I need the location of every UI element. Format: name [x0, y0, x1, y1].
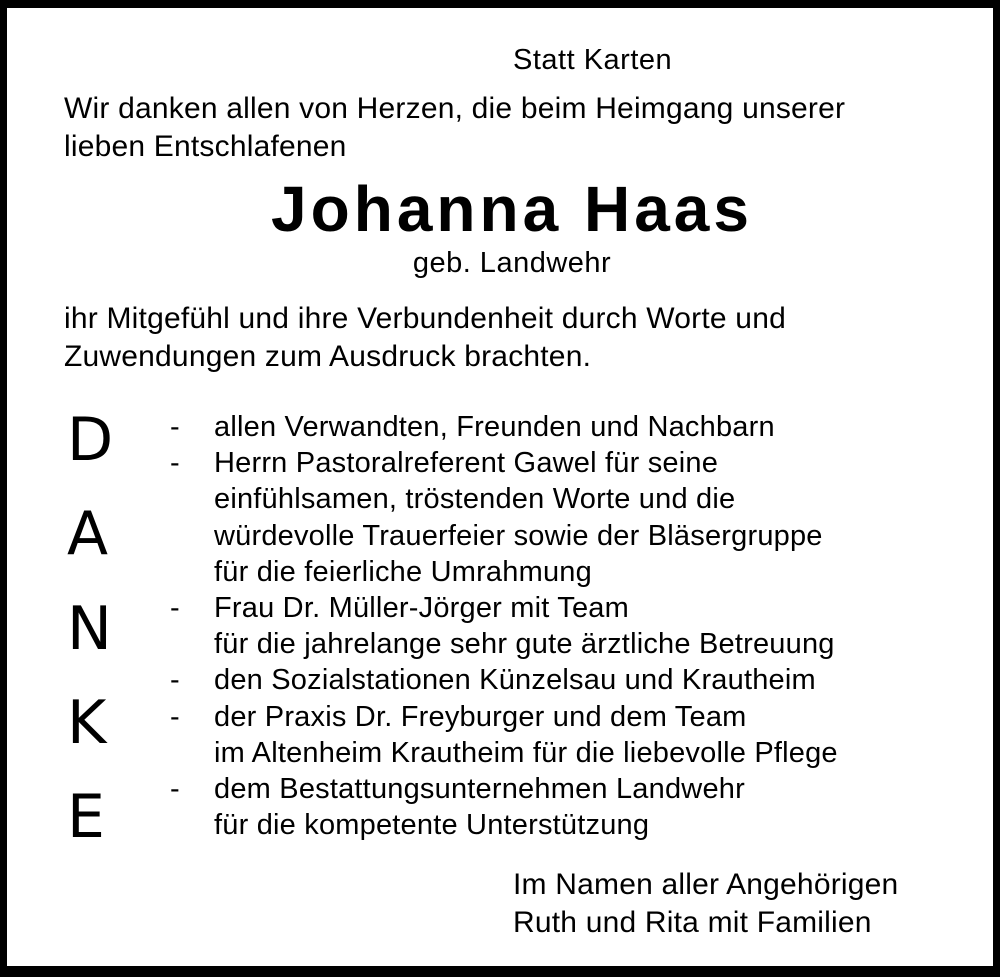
- list-dash: -: [170, 664, 180, 697]
- thanks-text: dem Bestattungsunternehmen Landwehr: [214, 773, 745, 806]
- list-dash: [170, 554, 214, 590]
- thanks-row: [170, 518, 838, 554]
- list-dash: -: [170, 411, 180, 443]
- thanks-row: [170, 807, 838, 843]
- thanks-text: im Altenheim Krautheim für die liebevolle Pflege: [214, 736, 838, 769]
- thanks-row: [170, 771, 838, 807]
- thanks-text: für die jahrelange sehr gute ärztliche Betreuung: [214, 628, 835, 661]
- body-line-2: Zuwendungen zum Ausdruck brachten.: [64, 340, 592, 373]
- list-dash: [170, 735, 214, 771]
- danke-letter-n: N: [67, 593, 112, 664]
- maiden-name: geb. Landwehr: [412, 247, 612, 279]
- thanks-row: [170, 626, 838, 662]
- thanks-row: [170, 445, 838, 481]
- thanks-row: [170, 735, 838, 771]
- list-dash: [170, 807, 214, 843]
- danke-letter-d: D: [67, 405, 114, 475]
- thanks-text: für die feierliche Umrahmung: [214, 555, 592, 588]
- deceased-name: Johanna Haas: [271, 173, 753, 245]
- thanks-row: [170, 554, 838, 590]
- danke-letter-e: E: [67, 782, 105, 852]
- list-dash: [170, 518, 214, 554]
- thanks-list: [170, 409, 838, 843]
- thanks-text: einfühlsamen, tröstenden Worte und die: [214, 483, 736, 516]
- thanks-row: [170, 590, 838, 626]
- list-dash: -: [170, 773, 180, 806]
- thanks-text: allen Verwandten, Freunden und Nachbarn: [214, 411, 775, 443]
- danke-vertical-word: [67, 405, 137, 852]
- thanks-text: würdevolle Trauerfeier sowie der Bläsergruppe: [214, 519, 823, 552]
- thanks-text: Frau Dr. Müller-Jörger mit Team: [214, 592, 629, 625]
- list-dash: [170, 626, 214, 662]
- thanks-text: für die kompetente Unterstützung: [214, 809, 650, 842]
- closing-line-1: Im Namen aller Angehörigen: [513, 868, 899, 901]
- closing-block: [513, 866, 898, 942]
- intro-line-2: lieben Entschlafenen: [64, 130, 347, 163]
- intro-line-1: Wir danken allen von Herzen, die beim Heimgang unserer: [64, 92, 846, 125]
- list-dash: -: [170, 700, 180, 733]
- thanks-text: der Praxis Dr. Freyburger und dem Team: [214, 700, 747, 733]
- thanks-row: [170, 481, 838, 517]
- pre-title: Statt Karten: [513, 44, 673, 76]
- list-dash: -: [170, 592, 180, 625]
- thanks-row: [170, 662, 838, 698]
- body-line-1: ihr Mitgefühl und ihre Verbundenheit durch Worte und: [64, 302, 786, 335]
- list-dash: [170, 481, 214, 517]
- list-dash: -: [170, 447, 180, 480]
- thanks-row: [170, 699, 838, 735]
- danke-letter-a: A: [67, 499, 109, 570]
- thanks-row: [170, 409, 838, 445]
- body-paragraph: [64, 300, 786, 376]
- closing-line-2: Ruth und Rita mit Familien: [513, 906, 872, 939]
- thanks-text: Herrn Pastoralreferent Gawel für seine: [214, 447, 719, 480]
- intro-paragraph: [64, 90, 845, 166]
- thanks-text: den Sozialstationen Künzelsau und Krautheim: [214, 664, 816, 697]
- danke-letter-k: K: [67, 687, 107, 758]
